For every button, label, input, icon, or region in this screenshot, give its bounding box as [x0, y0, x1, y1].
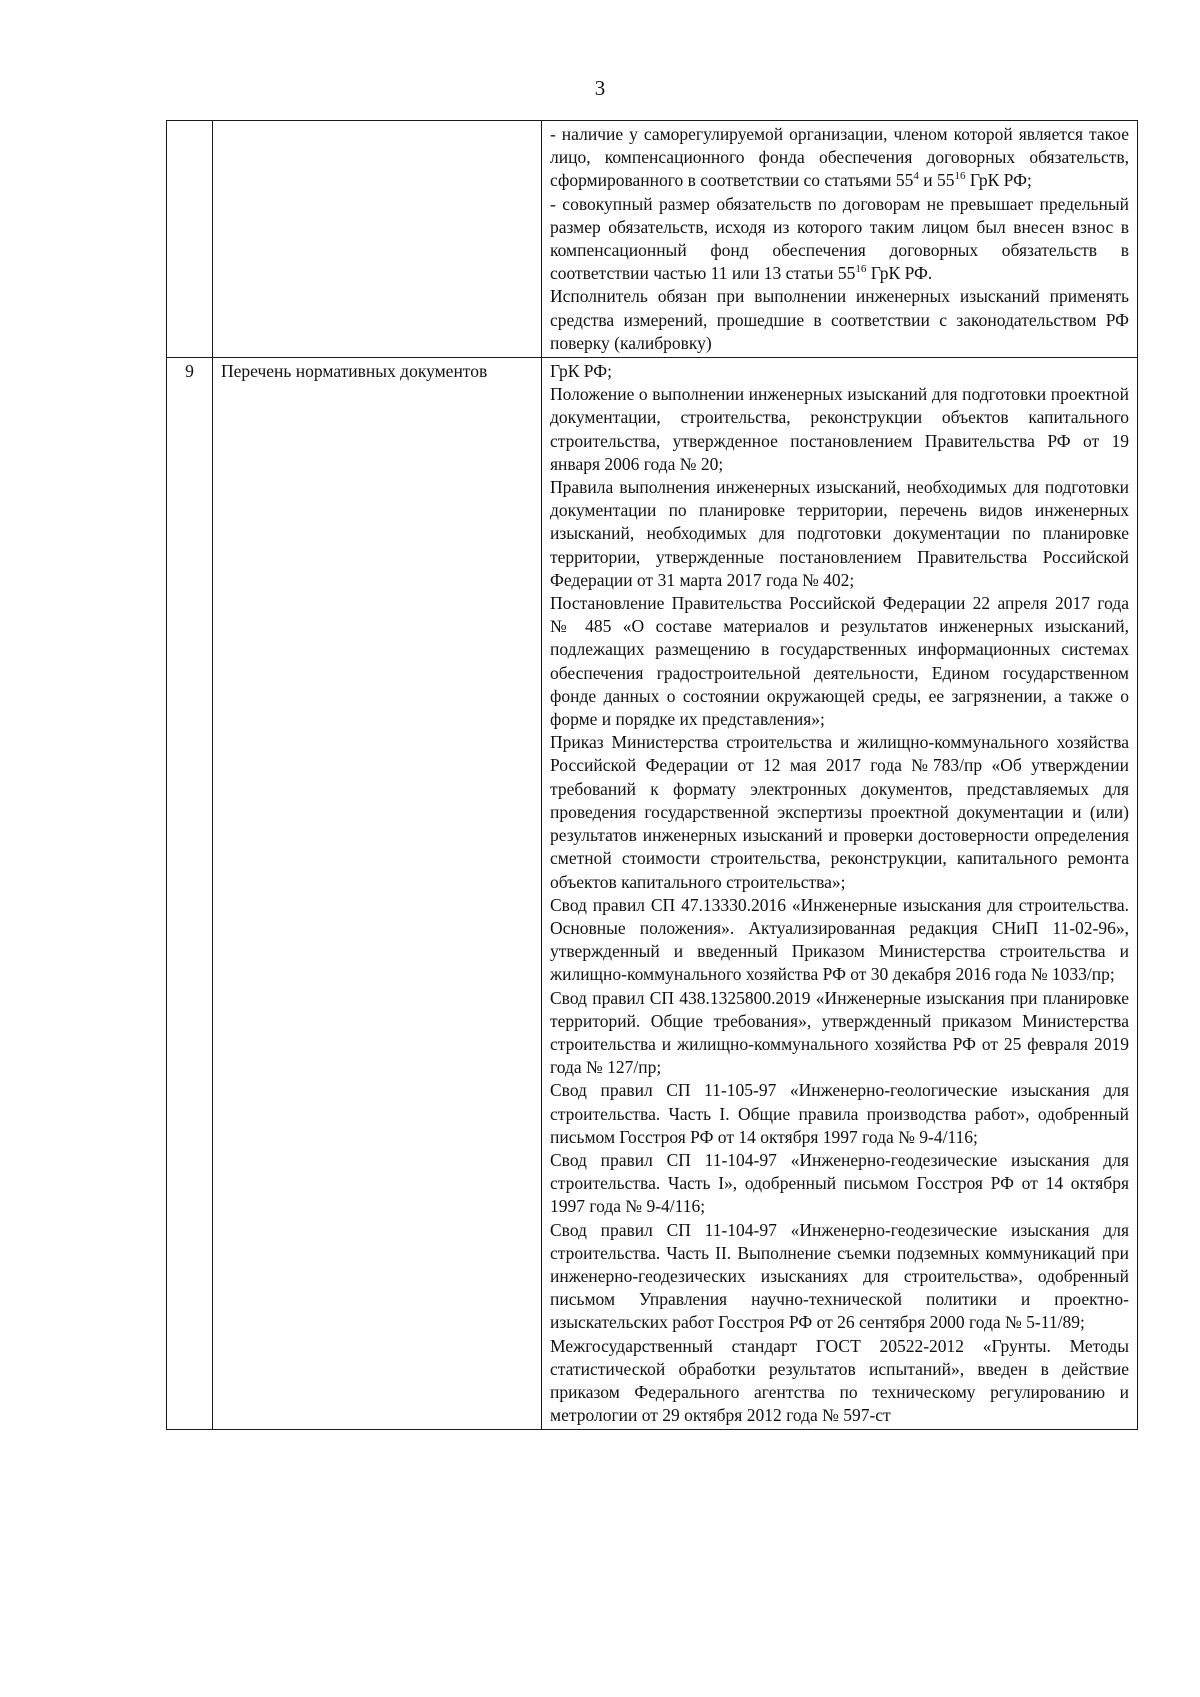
content-paragraph — [550, 1335, 1129, 1428]
paragraph-text: Приказ Министерства строительства и жилищно-коммунального хозяйства Российской Федерации от 12 мая 2017 года №783/пр «Об утверждении требований к формату электронных документов, представляемых для проведения государственной экспертизы проектной документации и (или) результатов инженерных изысканий и проверки достоверности определения сметной стоимости строительства, реконструкции, капитального ремонта объектов капитального строительства»; — [550, 732, 1129, 892]
paragraph-text: ГрК РФ; — [550, 361, 612, 382]
content-paragraph — [550, 1219, 1129, 1335]
table-row — [167, 121, 1138, 358]
row-number-cell — [167, 121, 213, 358]
content-paragraph — [550, 193, 1129, 286]
paragraph-text: ГрК РФ. — [866, 263, 933, 284]
content-paragraph — [550, 1149, 1129, 1219]
paragraph-text: Свод правил СП 11-104-97 «Инженерно-геодезические изыскания для строительства. Часть II. Выполнение съемки подземных коммуникаций при инженерно-геодезических изысканиях для строительства», одобренный письмом Управления научно-технической политики и проектно-изыскательских работ Госстроя РФ от 26 сентября 2000 года № 5-11/89; — [550, 1219, 1129, 1333]
paragraph-text: Положение о выполнении инженерных изысканий для подготовки проектной документации, строительства, реконструкции объектов капитального строительства, утвержденное постановлением Правительства РФ от 19 января 2006 года № 20; — [550, 384, 1129, 474]
row-number-cell: 9 — [167, 358, 213, 1430]
content-paragraph — [550, 1079, 1129, 1149]
content-paragraph — [550, 894, 1129, 987]
content-paragraph — [550, 592, 1129, 731]
paragraph-text: Свод правил СП 47.13330.2016 «Инженерные изыскания для строительства. Основные положения». Актуализированная редакция СНиП 11-02-96», утвержденный и введенный Приказом Министерства строительства и жилищно-коммунального хозяйства РФ от 30 декабря 2016 года № 1033/пр; — [550, 894, 1129, 985]
content-paragraph — [550, 383, 1129, 476]
content-paragraph — [550, 360, 1129, 383]
content-paragraph — [550, 987, 1129, 1080]
paragraph-text: Постановление Правительства Российской Федерации 22 апреля 2017 года № 485 «О составе материалов и результатов инженерных изысканий, подлежащих размещению в государственных информационных системах обеспечения градостроительной деятельности, Едином государственном фонде данных о состоянии окружающей среды, ее загрязнении, а также о форме и порядке их представления»; — [550, 593, 1129, 730]
paragraph-text: - наличие у саморегулируемой организации, членом которой является такое лицо, компенсационного фонда обеспечения договорных обязательств, сформированного в соответствии со статьями 55 — [550, 124, 1129, 191]
content-paragraph — [550, 476, 1129, 592]
page-number: 3 — [594, 76, 606, 100]
row-content-cell — [542, 358, 1138, 1430]
superscript-text: 16 — [855, 263, 867, 276]
paragraph-text: Свод правил СП 11-105-97 «Инженерно-геологические изыскания для строительства. Часть I. Общие правила производства работ», одобренный письмом Госстроя РФ от 14 октября 1997 года № 9-4/116; — [550, 1080, 1129, 1147]
paragraph-text: - совокупный размер обязательств по договорам не превышает предельный размер обязательств, исходя из которого таким лицом был внесен взнос в компенсационный фонд обеспечения договорных обязательств в соответствии частью 11 или 13 статьи 55 — [550, 193, 1129, 284]
content-paragraph — [550, 285, 1129, 355]
paragraph-text: ГрК РФ; — [965, 170, 1032, 191]
row-name-cell: Перечень нормативных документов — [213, 358, 542, 1430]
row-name-cell — [213, 121, 542, 358]
superscript-text: 4 — [913, 170, 919, 183]
paragraph-text: Исполнитель обязан при выполнении инженерных изысканий применять средства измерений, прошедшие в соответствии с законодательством РФ поверку (калибровку) — [550, 286, 1129, 353]
table-body — [167, 121, 1138, 1430]
paragraph-text: Свод правил СП 11-104-97 «Инженерно-геодезические изыскания для строительства. Часть I», одобренный письмом Госстроя РФ от 14 октября 1997 года № 9-4/116; — [550, 1149, 1129, 1217]
content-paragraph — [550, 731, 1129, 893]
paragraph-text: Свод правил СП 438.1325800.2019 «Инженерные изыскания при планировке территорий. Общие требования», утвержденный приказом Министерства строительства и жилищно-коммунального хозяйства РФ от 25 февраля 2019 года № 127/пр; — [550, 987, 1129, 1078]
paragraph-text: Правила выполнения инженерных изысканий, необходимых для подготовки документации по планировке территории, перечень видов инженерных изысканий, необходимых для подготовки документации по планировке территории, утвержденные постановлением Правительства Российской Федерации от 31 марта 2017 года № 402; — [550, 477, 1129, 590]
content-paragraph — [550, 123, 1129, 193]
row-content-cell — [542, 121, 1138, 358]
paragraph-text: Межгосударственный стандарт ГОСТ 20522-2012 «Грунты. Методы статистической обработки результатов испытаний», введен в действие приказом Федерального агентства по техническому регулированию и метрологии от 29 октября 2012 года № 597-ст — [550, 1335, 1129, 1426]
requirements-table — [166, 120, 1138, 1430]
superscript-text: 16 — [954, 170, 966, 183]
paragraph-text: и 55 — [918, 170, 955, 191]
table-row — [167, 358, 1138, 1430]
